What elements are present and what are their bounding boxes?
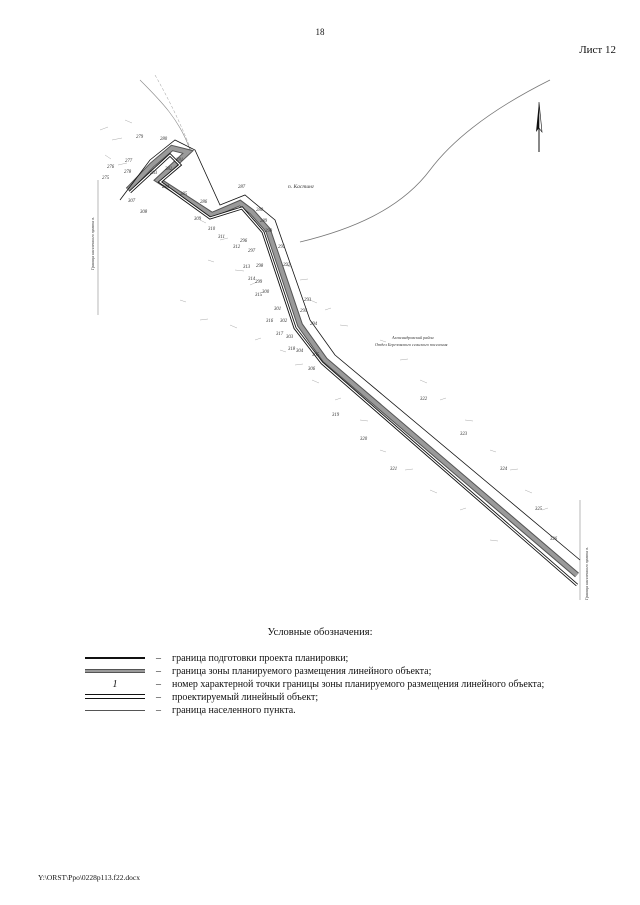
point-numbers xyxy=(102,135,558,542)
point-number: 305 xyxy=(312,353,320,358)
point-number: 310 xyxy=(208,227,216,232)
point-number: 317 xyxy=(276,332,284,337)
north-arrow-icon xyxy=(536,102,542,152)
point-number: 287 xyxy=(238,185,246,190)
legend-dash: – xyxy=(156,666,161,677)
point-number: 280 xyxy=(160,137,168,142)
point-number: 315 xyxy=(255,293,263,298)
legend-item-text: граница населенного пункта. xyxy=(172,705,296,716)
point-number: 293 xyxy=(304,298,312,303)
point-number-symbol: 1 xyxy=(112,679,118,690)
point-number: 318 xyxy=(288,347,296,352)
point-number: 294 xyxy=(310,322,318,327)
point-number: 292 xyxy=(283,263,291,268)
point-number: 284 xyxy=(162,185,170,190)
point-number: 288 xyxy=(256,208,264,213)
file-path: Y:\ORST\Ppo\0228p113.f22.docx xyxy=(38,873,140,882)
point-number: 314 xyxy=(248,277,256,282)
point-number: 276 xyxy=(107,165,115,170)
double-line-symbol xyxy=(85,694,145,699)
point-number: 313 xyxy=(243,265,251,270)
right-road-label: Граница населенного пункта п. xyxy=(584,546,589,600)
point-number: 309 xyxy=(194,217,202,222)
legend-dash: – xyxy=(156,692,161,703)
point-number: 299 xyxy=(255,280,263,285)
legend-item-text: граница подготовки проекта планировки; xyxy=(172,653,349,664)
point-number: 296 xyxy=(240,239,248,244)
point-number: 282 xyxy=(165,167,173,172)
point-number: 322 xyxy=(420,397,428,402)
left-road-label: Граница населенного пункта п. xyxy=(90,216,95,270)
sheet-label: Лист 12 xyxy=(579,44,616,56)
planning-map xyxy=(80,70,600,610)
thick-line-symbol xyxy=(85,657,145,659)
legend-row-point-number xyxy=(80,678,600,691)
legend-row-settlement-boundary xyxy=(80,704,600,717)
legend-dash: – xyxy=(156,653,161,664)
point-number: 277 xyxy=(125,159,133,164)
legend-item-text: проектируемый линейный объект; xyxy=(172,692,319,703)
point-number: 291 xyxy=(278,245,286,250)
legend-dash: – xyxy=(156,679,161,690)
district-label-1: Александровский район xyxy=(392,335,434,340)
point-number: 325 xyxy=(535,507,543,512)
point-number: 283 xyxy=(150,171,158,176)
point-number: 307 xyxy=(128,199,136,204)
legend-dash: – xyxy=(156,705,161,716)
point-number: 285 xyxy=(180,192,188,197)
point-number: 304 xyxy=(296,349,304,354)
point-number: 298 xyxy=(256,264,264,269)
point-number: 278 xyxy=(124,170,132,175)
point-number: 326 xyxy=(550,537,558,542)
point-number: 319 xyxy=(332,413,340,418)
grey-band-symbol xyxy=(85,669,145,673)
point-number: 321 xyxy=(390,467,398,472)
legend-title: Условные обозначения: xyxy=(267,627,373,638)
legend-row-linear-object xyxy=(80,691,600,704)
point-number: 306 xyxy=(308,367,316,372)
point-number: 275 xyxy=(102,176,110,181)
point-number: 286 xyxy=(200,200,208,205)
point-number: 302 xyxy=(280,319,288,324)
point-number: 324 xyxy=(500,467,508,472)
legend-row-zone-boundary xyxy=(80,665,600,678)
point-number: 281 xyxy=(176,158,184,163)
point-number: 289 xyxy=(260,219,268,224)
thin-line-symbol xyxy=(85,710,145,711)
district-label-2: Отдел Березовского сельского поселения xyxy=(375,342,448,347)
settlement-boundary-line xyxy=(300,80,550,242)
point-number: 312 xyxy=(233,245,241,250)
page-number: 18 xyxy=(315,27,325,37)
point-number: 308 xyxy=(140,210,148,215)
legend-item-text: граница зоны планируемого размещения линейного объекта; xyxy=(172,666,432,677)
point-number: 295 xyxy=(300,309,308,314)
point-number: 301 xyxy=(274,307,282,312)
settlement-label: п. Кастинг xyxy=(288,184,314,190)
point-number: 300 xyxy=(262,290,270,295)
point-number: 316 xyxy=(266,319,274,324)
point-number: 320 xyxy=(360,437,368,442)
point-number: 311 xyxy=(218,235,225,240)
point-number: 297 xyxy=(248,249,256,254)
point-number: 290 xyxy=(265,229,273,234)
legend-item-text: номер характерной точки границы зоны планируемого размещения линейного объекта; xyxy=(172,679,545,690)
point-number: 303 xyxy=(286,335,294,340)
point-number: 279 xyxy=(136,135,144,140)
legend-row-project-boundary xyxy=(80,652,600,665)
point-number: 323 xyxy=(460,432,468,437)
planning-zone-boundary xyxy=(128,148,577,575)
